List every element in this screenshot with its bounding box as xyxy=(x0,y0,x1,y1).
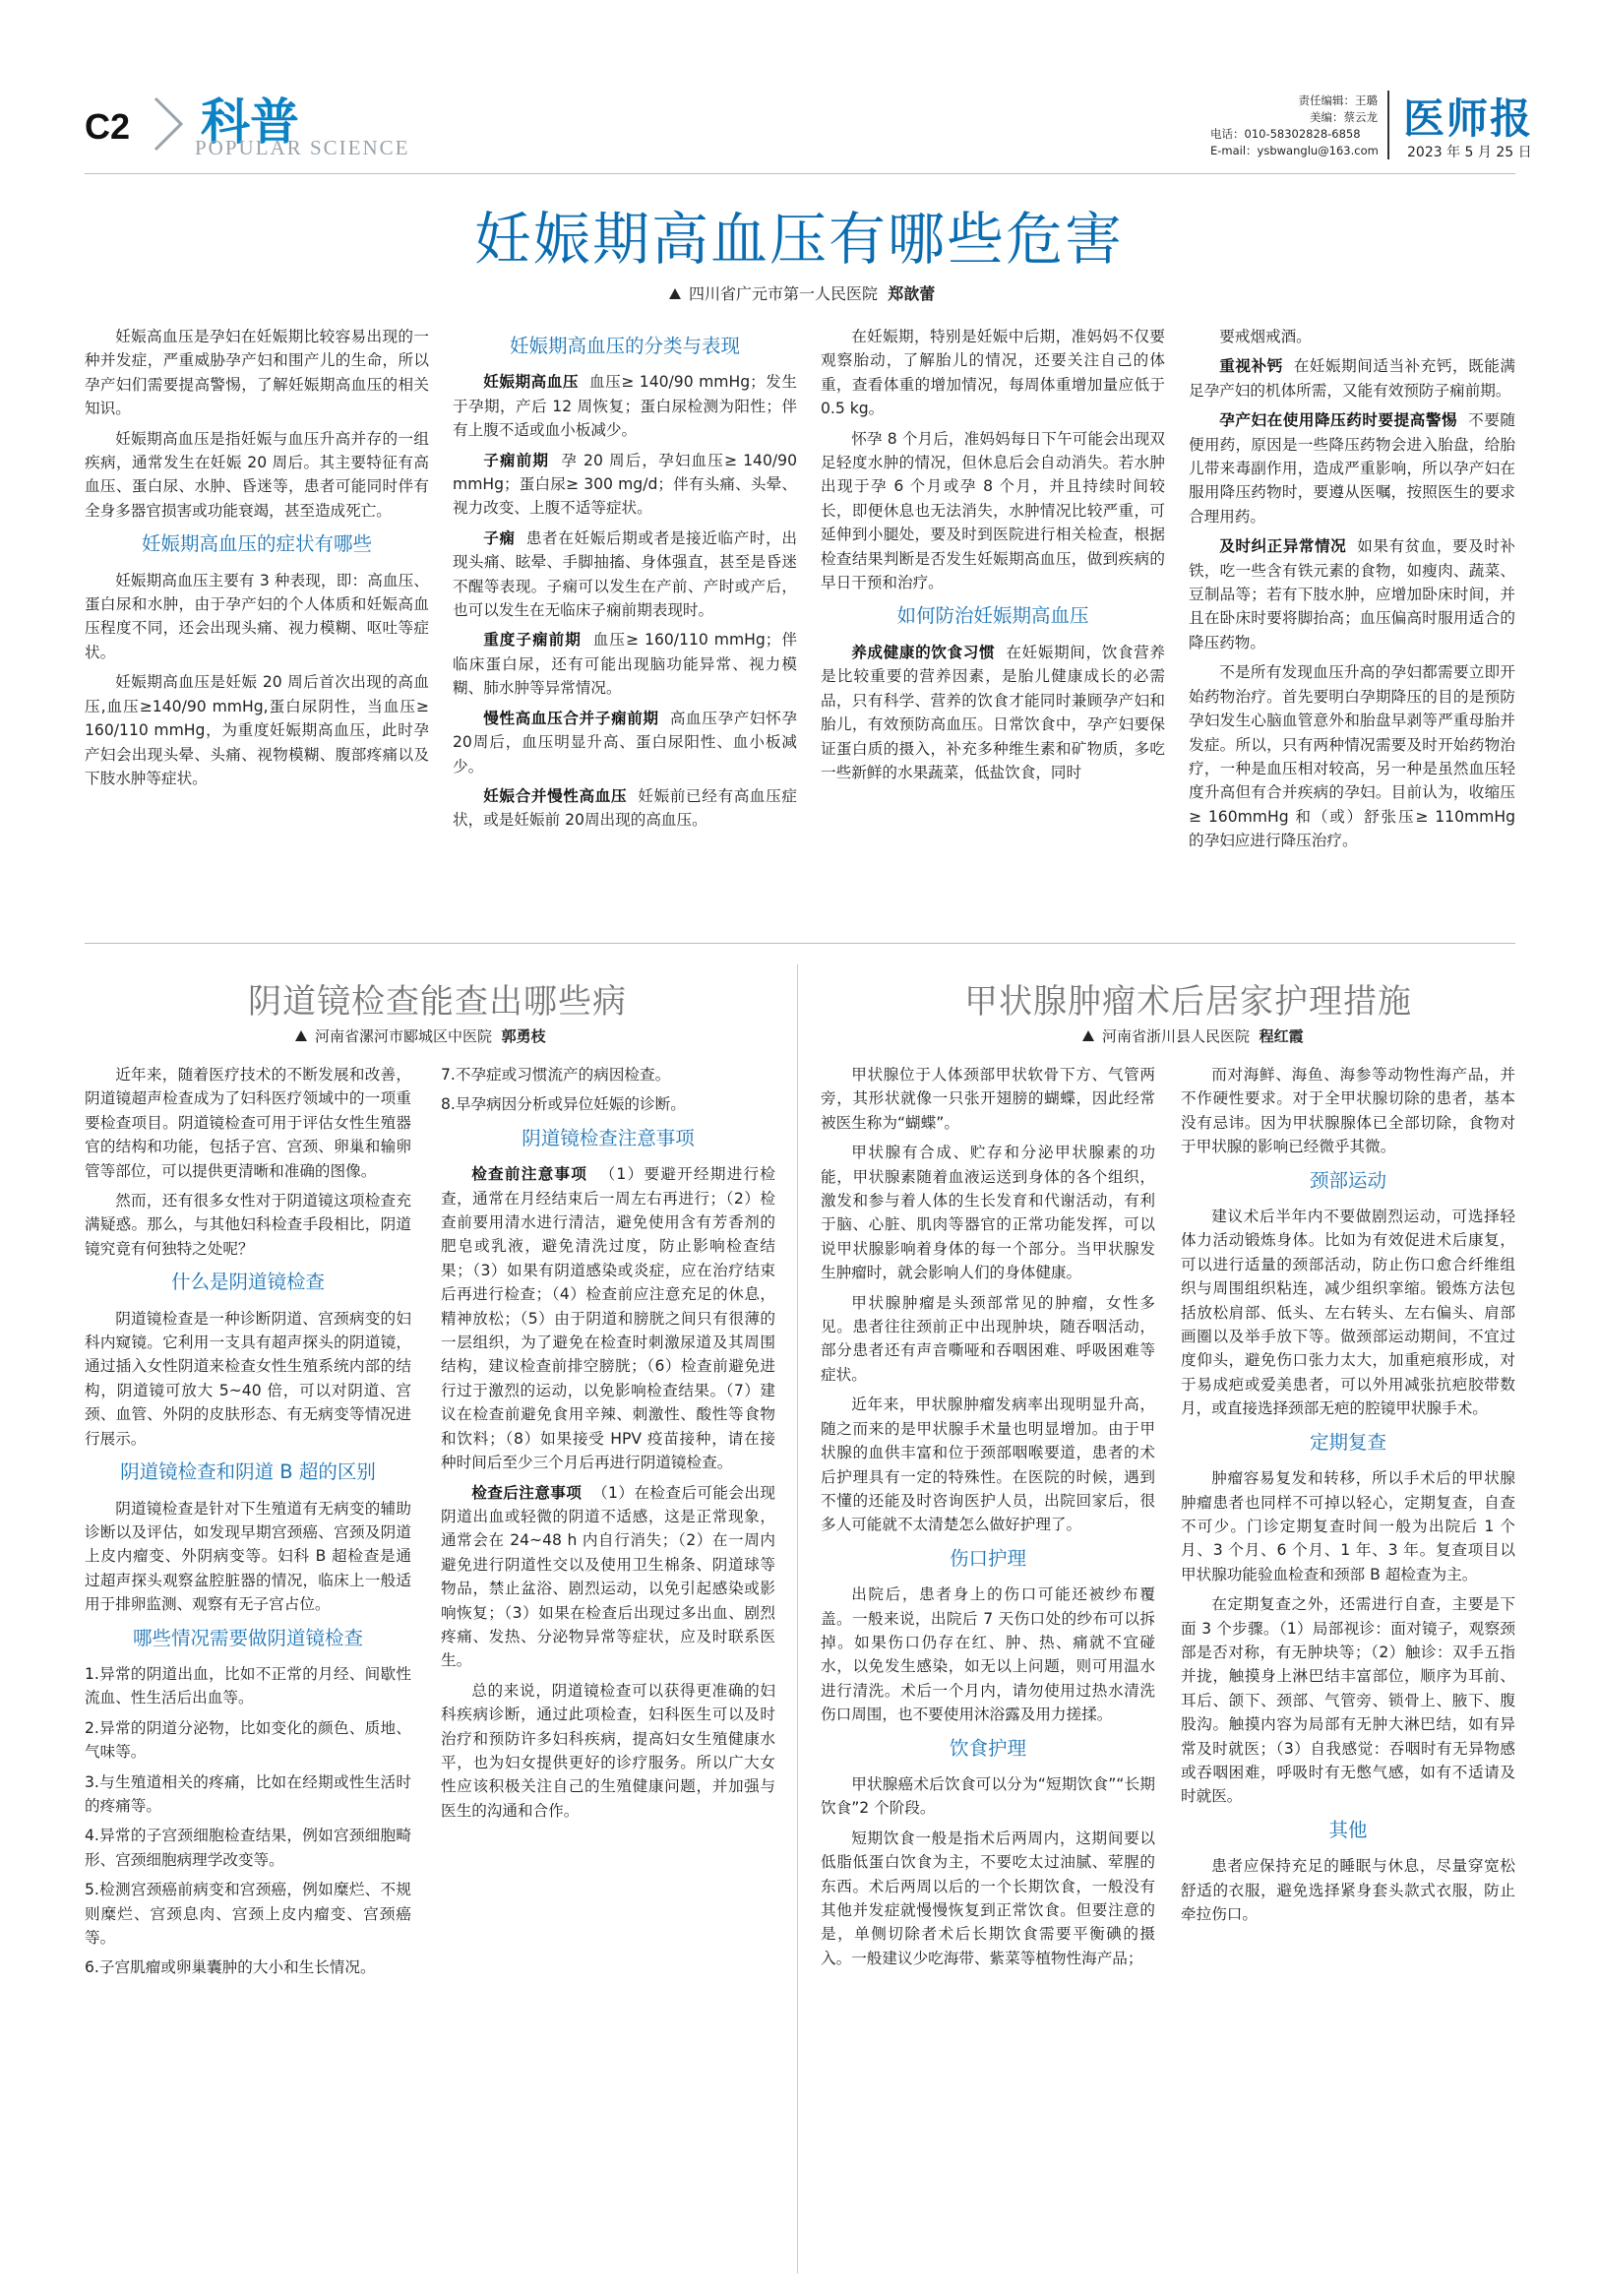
article1-byline xyxy=(669,281,935,304)
term-text: 血压≥ 160/110 mmHg；伴临床蛋白尿，还有可能出现脑功能异常、视力模糊、肺水肿等异常情况。 xyxy=(453,631,798,698)
section-heading: 什么是阴道镜检查 xyxy=(170,1271,325,1294)
triangle-icon xyxy=(669,288,681,299)
paragraph xyxy=(453,628,797,700)
indication-list xyxy=(85,1662,411,1980)
paragraph xyxy=(441,1481,775,1673)
term: 子痫 xyxy=(483,528,516,547)
term-text: （1）要避开经期进行检查，通常在月经结束后一周左右再进行；（2）检查前要用清水进行清洁，避免使用含有芳香剂的肥皂或乳液，避免清洗过度，防止影响检查结果；（3）如果有阴道感染或炎症，应在治疗结束后再进行检查；（4）检查前应注意充足的休息，精神放松；（5）由于阴道和膀胱之间只有很薄的一层组织，为了避免在检查时刺激尿道及其周围结构，建议检查前排空膀胱；（6）检查前避免进行过于激烈的运动，以免影响检查结果。（7）建议在检查前避免食用辛辣、刺激性、酸性等食物和饮料；（8）如果接受 HPV 疫苗接种，请在接种时间后至少三个月后再进行阴道镜检查。 xyxy=(441,1165,775,1472)
paragraph xyxy=(1189,534,1515,654)
list-item: 3.与生殖道相关的疼痛，比如在经期或性生活时的疼痛等。 xyxy=(85,1772,411,1815)
byline-org: 河南省漯河市郾城区中医院 xyxy=(315,1027,493,1045)
article3-column-2 xyxy=(1181,1063,1515,1932)
section-heading: 其他 xyxy=(1328,1818,1368,1841)
term: 及时纠正异常情况 xyxy=(1219,537,1347,556)
paragraph: 总的来说，阴道镜检查可以获得更准确的妇科疾病诊断，通过此项检查，妇科医生可以及时治疗和预防许多妇科疾病，提高妇女生殖健康水平，也为妇女提供更好的诊疗服务。所以广大女性应该积极关注自己的生殖健康问题，并加强与医生的沟通和合作。 xyxy=(441,1681,775,1820)
byline-org: 河南省浙川县人民医院 xyxy=(1102,1027,1251,1045)
triangle-icon xyxy=(1082,1030,1094,1041)
term-text: 在妊娠期间，饮食营养是比较重要的营养因素，是胎儿健康成长的必需品，只有科学、营养的饮食才能同时兼顾孕产妇和胎儿，有效预防高血压。日常饮食中，孕产妇要保证蛋白质的摄入，补充多种维生素和矿物质，多吃一些新鲜的水果蔬菜，低盐饮食，同时 xyxy=(821,643,1165,781)
byline-author: 郑歆蕾 xyxy=(888,284,936,303)
article3-byline xyxy=(1082,1025,1304,1046)
paragraph: 而对海鲜、海鱼、海参等动物性海产品，并不作硬性要求。对于全甲状腺切除的患者，基本没有忌讳。因为甲状腺腺体已全部切除，食物对于甲状腺的影响已经微乎其微。 xyxy=(1181,1066,1515,1156)
chevron-right-icon xyxy=(150,94,189,154)
article2-column-1 xyxy=(85,1063,411,1986)
article1-column-1 xyxy=(85,325,429,796)
paragraph xyxy=(453,527,797,623)
header-rule xyxy=(85,173,1515,174)
term: 妊娠合并慢性高血压 xyxy=(483,786,628,805)
section-heading: 阴道镜检查注意事项 xyxy=(522,1126,695,1149)
article-divider xyxy=(85,943,1515,944)
contact-info xyxy=(1210,126,1379,159)
paragraph: 建议术后半年内不要做剧烈运动，可选择轻体力活动锻炼身体。比如为有效促进术后康复，可以进行适量的颈部活动，防止伤口愈合纤维组织与周围组织粘连，减少组织挛缩。锻炼方法包括放松肩部、低头、左右转头、左右偏头、肩部画圈以及举手放下等。做颈部运动期间，不宜过度仰头，避免伤口张力太大，加重疤痕形成，对于易成疤或爱美患者，可以外用减张抗疤胶带数月，或直接选择颈部无疤的腔镜甲状腺手术。 xyxy=(1181,1208,1515,1418)
paragraph: 在妊娠期，特别是妊娠中后期，准妈妈不仅要观察胎动，了解胎儿的情况，还要关注自己的体重，查看体重的增加情况，每周体重增加量应低于 0.5 kg。 xyxy=(821,328,1165,418)
paragraph: 不是所有发现血压升高的孕妇都需要立即开始药物治疗。首先要明白孕期降压的目的是预防孕妇发生心脑血管意外和胎盘早剥等严重母胎并发症。所以，只有两种情况需要及时开始药物治疗，一种是血压相对较高，另一种是虽然血压轻度升高但有合并疾病的孕妇。目前认为，收缩压≥ 160mmHg 和（或）舒张压≥ 110mmHg 的孕妇应进行降压治疗。 xyxy=(1189,663,1515,850)
article1-title: 妊娠期高血压有哪些危害 xyxy=(473,206,1124,273)
term: 慢性高血压合并子痫前期 xyxy=(483,709,659,727)
section-heading: 饮食护理 xyxy=(949,1736,1026,1760)
term-text: 高血压孕产妇怀孕 20周后，血压明显升高、蛋白尿阳性、血小板减少。 xyxy=(453,709,797,776)
byline-org: 四川省广元市第一人民医院 xyxy=(689,284,879,303)
list-item: 5.检测宫颈癌前病变和宫颈癌，例如糜烂、不规则糜烂、宫颈息肉、宫颈上皮内瘤变、宫颈癌等。 xyxy=(85,1881,411,1947)
paragraph: 甲状腺癌术后饮食可以分为“短期饮食”“长期饮食”2 个阶段。 xyxy=(821,1774,1155,1818)
paragraph: 肿瘤容易复发和转移，所以手术后的甲状腺肿瘤患者也同样不可掉以轻心，定期复查，自查不可少。门诊定期复查时间一般为出院后 1 个月、3 个月、6 个月、1 年、3 年。复查项目以甲状腺功能验血检查和颈部 B 超检查为主。 xyxy=(1181,1469,1515,1583)
term-text: 妊娠前已经有高血压症状，或是妊娠前 20周出现的高血压。 xyxy=(453,786,797,830)
designer-line: 美编：蔡云龙 xyxy=(1310,110,1378,124)
editor-info xyxy=(1260,93,1378,126)
paragraph: 妊娠期高血压主要有 3 种表现，即：高血压、蛋白尿和水肿，由于孕产妇的个人体质和妊娠高血压程度不同，还会出现头痛、视力模糊、呕吐等症状。 xyxy=(85,571,429,661)
term: 妊娠期高血压 xyxy=(483,373,579,392)
term-text: 孕 20 周后，孕妇血压≥ 140/90 mmHg；蛋白尿≥ 300 mg/d；伴有头痛、头晕、视力改变、上腹不适等症状。 xyxy=(453,451,797,518)
paragraph: 妊娠高血压是孕妇在妊娠期比较容易出现的一种并发症，严重威胁孕产妇和围产儿的生命，所以孕产妇们需要提高警惕，了解妊娠期高血压的相关知识。 xyxy=(85,328,429,418)
article2-title: 阴道镜检查能查出哪些病 xyxy=(248,982,627,1022)
paragraph: 怀孕 8 个月后，准妈妈每日下午可能会出现双足轻度水肿的情况，但休息后会自动消失。若水肿出现于孕 6 个月或孕 8 个月，并且持续时间较长，即便休息也无法消失，水肿情况比较严重，可延伸到小腿处，要及时到医院进行相关检查，根据检查结果判断是否发生妊娠期高血压，做到疾病的早日干预和治疗。 xyxy=(821,429,1165,592)
paragraph xyxy=(441,1162,775,1474)
issue-date: 2023 年 5 月 25 日 xyxy=(1407,145,1532,160)
article2-byline xyxy=(295,1025,546,1046)
article2-column-2 xyxy=(441,1063,775,1829)
section-heading: 定期复查 xyxy=(1309,1430,1386,1454)
byline-author: 郭勇枝 xyxy=(501,1027,546,1045)
column-divider xyxy=(797,964,798,2273)
triangle-icon xyxy=(295,1030,307,1041)
term: 子痫前期 xyxy=(483,451,550,469)
term-text: 血压≥ 140/90 mmHg；发生于孕期，产后 12 周恢复；蛋白尿检测为阳性；伴有上腹不适或血小板减少。 xyxy=(453,373,797,440)
header-divider xyxy=(1387,91,1389,159)
term-text: 患者在妊娠后期或者是接近临产时，出现头痛、眩晕、手脚抽搐、身体强直，甚至是昏迷不醒等表现。子痫可以发生在产前、产时或产后，也可以发生在无临床子痫前期表现时。 xyxy=(453,528,797,620)
paragraph: 近年来，甲状腺肿瘤发病率出现明显升高，随之而来的是甲状腺手术量也明显增加。由于甲状腺的血供丰富和位于颈部咽喉要道，患者的术后护理具有一定的特殊性。在医院的时候，遇到不懂的还能及时咨询医护人员，出院回家后，很多人可能就不太清楚怎么做好护理了。 xyxy=(821,1396,1155,1534)
paragraph: 甲状腺位于人体颈部甲状软骨下方、气管两旁，其形状就像一只张开翅膀的蝴蝶，因此经常被医生称为“蝴蝶”。 xyxy=(821,1066,1155,1132)
list-item: 6.子宫肌瘤或卵巢囊肿的大小和生长情况。 xyxy=(85,1958,376,1977)
paragraph xyxy=(453,707,797,778)
term: 检查后注意事项 xyxy=(471,1483,583,1502)
list-item: 4.异常的子宫颈细胞检查结果，例如宫颈细胞畸形、宫颈细胞病理学改变等。 xyxy=(85,1827,411,1869)
page-number: C2 xyxy=(85,106,131,147)
paragraph: 要戒烟戒酒。 xyxy=(1219,328,1312,345)
article1-column-4 xyxy=(1189,325,1515,859)
paragraph xyxy=(453,784,797,833)
paragraph xyxy=(453,370,797,442)
paragraph: 出院后，患者身上的伤口可能还被纱布覆盖。一般来说，出院后 7 天伤口处的纱布可以拆掉。如果伤口仍存在红、肿、热、痛就不宜碰水，以免发生感染，如无以上问题，则可用温水进行清洗。术后一个月内，请勿使用过热水清洗伤口周围，也不要使用沐浴露及用力搓揉。 xyxy=(821,1585,1155,1724)
article1-column-3 xyxy=(821,325,1165,790)
paragraph: 妊娠期高血压是妊娠 20 周后首次出现的高血压,血压≥140/90 mmHg,蛋白尿阴性，当血压≥ 160/110 mmHg，为重度妊娠期高血压，此时孕产妇会出现头晕、头痛、视物模糊、腹部疼痛以及下肢水肿等症状。 xyxy=(85,673,429,787)
term: 养成健康的饮食习惯 xyxy=(851,643,996,661)
list-item: 8.早孕病因分析或异位妊娠的诊断。 xyxy=(441,1095,686,1114)
paragraph xyxy=(1189,354,1515,403)
term-text: （1）在检查后可能会出现阴道出血或轻微的阴道不适感，这是正常现象，通常会在 24~48 h 内自行消失；（2）在一周内避免进行阴道性交以及使用卫生棉条、阴道球等物品，禁止盆浴、剧烈运动，以免引起感染或影响恢复；（3）如果在检查后出现过多出血、剧烈疼痛、发热、分泌物异常等症状，应及时联系医生。 xyxy=(441,1483,775,1670)
paragraph xyxy=(1189,408,1515,528)
article3-title: 甲状腺肿瘤术后居家护理措施 xyxy=(964,982,1412,1022)
paragraph xyxy=(821,641,1165,784)
term-text: 不要随便用药，原因是一些降压药物会进入胎盘，给胎儿带来毒副作用，造成严重影响，所以孕产妇在服用降压药物时，要遵从医嘱，按照医生的要求合理用药。 xyxy=(1189,411,1515,526)
list-item: 7.不孕症或习惯流产的病因检查。 xyxy=(441,1066,671,1084)
section-heading: 如何防治妊娠期高血压 xyxy=(896,604,1089,628)
paragraph: 在定期复查之外，还需进行自查，主要是下面 3 个步骤。（1）局部视诊：面对镜子，观察颈部是否对称，有无肿块等；（2）触诊：双手五指并拢，触摸身上淋巴结丰富部位，顺序为耳前、耳后、颌下、颈部、气管旁、锁骨上、腋下、腹股沟。触摸内容为局部有无肿大淋巴结，如有异常及时就医；（3）自我感觉：吞咽时有无异物感或吞咽困难，呼吸时有无憋气感，如有不适请及时就医。 xyxy=(1181,1595,1515,1806)
phone-line: 电话：010-58302828-6858 xyxy=(1210,127,1361,141)
section-heading: 颈部运动 xyxy=(1309,1168,1386,1192)
term: 重视补钙 xyxy=(1219,357,1283,376)
editor-line: 责任编辑：王璐 xyxy=(1298,93,1378,107)
paragraph: 患者应保持充足的睡眠与休息，尽量穿宽松舒适的衣服，避免选择紧身套头款式衣服，防止牵拉伤口。 xyxy=(1181,1857,1515,1923)
newspaper-logo: 医师报 xyxy=(1403,94,1534,143)
paragraph: 近年来，随着医疗技术的不断发展和改善，阴道镜超声检查成为了妇科医疗领域中的一项重要检查项目。阴道镜检查可用于评估女性生殖器官的结构和功能，包括子宫、宫颈、卵巢和输卵管等部位，可以提供更清晰和准确的图像。 xyxy=(85,1066,411,1180)
list-item: 1.异常的阴道出血，比如不正常的月经、间歇性流血、性生活后出血等。 xyxy=(85,1664,411,1707)
term: 检查前注意事项 xyxy=(471,1165,588,1184)
article1-column-2 xyxy=(453,325,797,838)
paragraph: 阴道镜检查是一种诊断阴道、宫颈病变的妇科内窥镜。它利用一支具有超声探头的阴道镜，通过插入女性阴道来检查女性生殖系统内部的结构，阴道镜可放大 5~40 倍，可以对阴道、宫颈、血管、外阴的皮肤形态、有无病变等情况进行展示。 xyxy=(85,1309,411,1448)
section-heading: 妊娠期高血压的分类与表现 xyxy=(509,335,740,357)
paragraph: 妊娠期高血压是指妊娠与血压升高并存的一组疾病，通常发生在妊娠 20 周后。其主要特征有高血压、蛋白尿、水肿、昏迷等，患者可能同时伴有全身多器官损害或功能衰竭，甚至造成死亡。 xyxy=(85,429,429,520)
section-heading: 伤口护理 xyxy=(949,1546,1026,1570)
section-title: 科普 xyxy=(201,93,299,151)
paragraph: 甲状腺肿瘤是头颈部常见的肿瘤，女性多见。患者往往颈前正中出现肿块，随吞咽活动，部分患者还有声音嘶哑和吞咽困难、呼吸困难等症状。 xyxy=(821,1293,1155,1384)
paragraph: 然而，还有很多女性对于阴道镜这项检查充满疑惑。那么，与其他妇科检查手段相比，阴道镜究竟有何独特之处呢？ xyxy=(85,1192,411,1258)
paragraph: 甲状腺有合成、贮存和分泌甲状腺素的功能，甲状腺素随着血液运送到身体的各个组织，激发和参与着人体的生长发育和代谢活动，有利于脑、心脏、肌肉等器官的正常功能发挥，可以说甲状腺影响着身体的每一个部分。当甲状腺发生肿瘤时，就会影响人们的身体健康。 xyxy=(821,1144,1155,1282)
list-item: 2.异常的阴道分泌物，比如变化的颜色、质地、气味等。 xyxy=(85,1718,411,1762)
section-heading: 哪些情况需要做阴道镜检查 xyxy=(132,1626,363,1649)
section-subtitle: POPULAR SCIENCE xyxy=(195,136,410,159)
term: 孕产妇在使用降压药时要提高警惕 xyxy=(1219,411,1458,430)
indication-list-continued xyxy=(441,1063,775,1117)
term-text: 在妊娠期间适当补充钙，既能满足孕产妇的机体所需，又能有效预防子痫前期。 xyxy=(1189,357,1515,400)
email-line: E-mail：ysbwanglu@163.com xyxy=(1210,144,1379,157)
paragraph: 短期饮食一般是指术后两周内，这期间要以低脂低蛋白饮食为主，不要吃太过油腻、荤腥的东西。术后两周以后的一个长期饮食，一般没有其他并发症就慢慢恢复到正常饮食。但要注意的是，单侧切除者术后长期饮食需要平衡碘的摄入。一般建议少吃海带、紫菜等植物性海产品； xyxy=(821,1829,1155,1967)
paragraph xyxy=(453,449,797,521)
term-text: 如果有贫血，要及时补铁，吃一些含有铁元素的食物，如瘦肉、蔬菜、豆制品等；若有下肢水肿，应增加卧床时间，并且在卧床时要将脚抬高；血压偏高时服用适合的降压药物。 xyxy=(1189,537,1515,652)
section-heading: 阴道镜检查和阴道 B 超的区别 xyxy=(120,1460,376,1484)
article3-column-1 xyxy=(821,1063,1155,1976)
section-heading: 妊娠期高血压的症状有哪些 xyxy=(141,532,372,556)
byline-author: 程红霞 xyxy=(1259,1027,1304,1045)
term: 重度子痫前期 xyxy=(483,631,582,650)
paragraph: 阴道镜检查是针对下生殖道有无病变的辅助诊断以及评估，如发现早期宫颈癌、宫颈及阴道上皮内瘤变、外阴病变等。妇科 B 超检查是通过超声探头观察盆腔脏器的情况，临床上一般适用于排卵监测、观察有无子宫占位。 xyxy=(85,1499,411,1614)
